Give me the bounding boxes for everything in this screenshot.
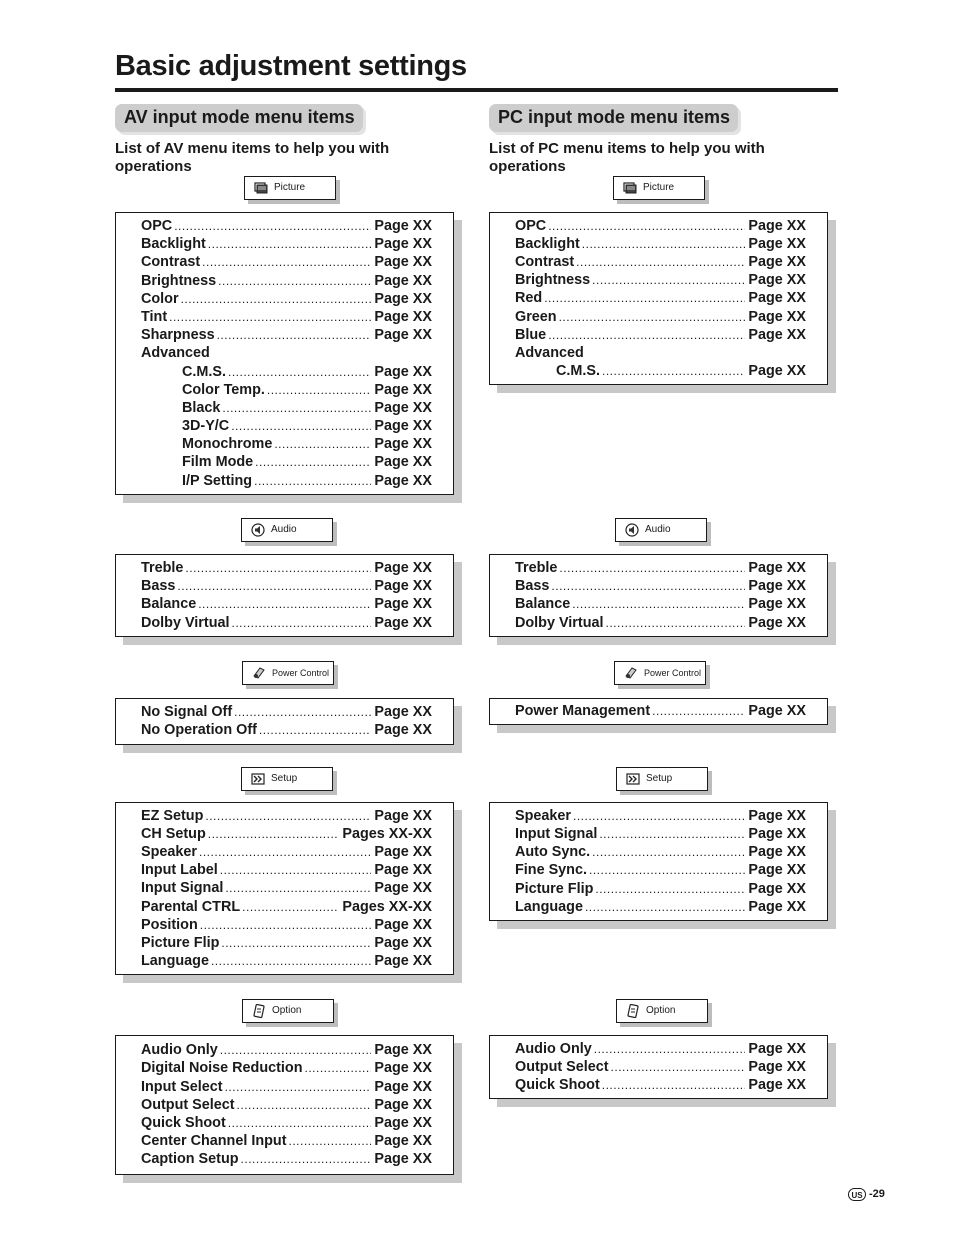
- menu-item-row: [490, 217, 827, 235]
- tab-label: Option: [272, 1005, 302, 1016]
- menu-item-row: [116, 399, 453, 417]
- menu-item-page-ref: Page XX: [748, 880, 806, 897]
- menu-item-page-ref: Page XX: [748, 326, 806, 343]
- menu-item-row: [490, 843, 827, 861]
- dot-leader: [289, 1132, 372, 1150]
- av-audio-list: [115, 554, 454, 637]
- av-section-subheading: List of AV menu items to help you with operations: [115, 140, 390, 175]
- dot-leader: [267, 381, 372, 399]
- menu-item-row: [490, 898, 827, 916]
- menu-item-row: [490, 614, 827, 632]
- menu-item-label: Green: [515, 308, 557, 325]
- pc-picture-list: [489, 212, 828, 385]
- menu-item-label: Blue: [515, 326, 547, 343]
- dot-leader: [585, 898, 745, 916]
- menu-item-label: OPC: [515, 217, 547, 234]
- menu-item-row: [116, 1078, 453, 1096]
- menu-item-row: [116, 381, 453, 399]
- menu-item-row: [116, 435, 453, 453]
- av-option-list: [115, 1035, 454, 1175]
- menu-item-page-ref: Page XX: [374, 381, 432, 398]
- menu-item-page-ref: Page XX: [374, 614, 432, 631]
- dot-leader: [208, 235, 372, 253]
- dot-leader: [221, 934, 371, 952]
- menu-item-label: Audio Only: [515, 1040, 592, 1057]
- menu-item-page-ref: Page XX: [748, 560, 806, 577]
- menu-item-page-ref: Page XX: [374, 363, 432, 380]
- pc-option-list: [489, 1035, 828, 1099]
- dot-leader: [242, 898, 339, 916]
- dot-leader: [582, 235, 746, 253]
- menu-item-row: [490, 861, 827, 879]
- menu-item-row: [116, 1059, 453, 1077]
- menu-item-row: [116, 807, 453, 825]
- menu-item-label: Quick Shoot: [141, 1115, 226, 1132]
- dot-leader: [220, 861, 372, 879]
- dot-leader: [548, 217, 745, 235]
- menu-item-row: [116, 879, 453, 897]
- menu-item-row: [490, 880, 827, 898]
- menu-item-label: EZ Setup: [141, 807, 204, 824]
- menu-item-row: [116, 934, 453, 952]
- menu-item-row: [116, 614, 453, 632]
- dot-leader: [559, 308, 746, 326]
- dot-leader: [606, 614, 746, 632]
- dot-leader: [274, 435, 371, 453]
- menu-item-page-ref: Page XX: [374, 916, 432, 933]
- menu-item-label: Black: [182, 399, 221, 416]
- menu-item-page-ref: Page XX: [374, 596, 432, 613]
- menu-item-row: [116, 843, 453, 861]
- menu-item-label: Picture Flip: [141, 934, 220, 951]
- menu-item-page-ref: Page XX: [748, 862, 806, 879]
- menu-item-page-ref: Page XX: [374, 560, 432, 577]
- menu-item-row: [116, 1041, 453, 1059]
- menu-item-page-ref: Page XX: [748, 1040, 806, 1057]
- menu-item-label: Red: [515, 290, 543, 307]
- dot-leader: [181, 290, 372, 308]
- menu-item-page-ref: Page XX: [748, 363, 806, 380]
- av-power-control-list: [115, 698, 454, 745]
- menu-item-page-ref: Page XX: [748, 578, 806, 595]
- dot-leader: [602, 1076, 746, 1094]
- dot-leader: [254, 472, 371, 490]
- menu-item-page-ref: Page XX: [748, 253, 806, 270]
- menu-item-label: Brightness: [141, 272, 217, 289]
- menu-item-row: [116, 595, 453, 613]
- dot-leader: [259, 721, 371, 739]
- menu-item-page-ref: Page XX: [374, 436, 432, 453]
- menu-item-label: Input Select: [141, 1078, 223, 1095]
- menu-item-page-ref: Page XX: [374, 308, 432, 325]
- dot-leader: [255, 453, 371, 471]
- menu-item-page-ref: Page XX: [748, 898, 806, 915]
- tab-label: Audio: [271, 524, 297, 535]
- dot-leader: [652, 702, 745, 720]
- menu-item-label: Center Channel Input: [141, 1133, 287, 1150]
- menu-item-row: [490, 1076, 827, 1094]
- menu-item-page-ref: Page XX: [748, 807, 806, 824]
- pc-audio-list: [489, 554, 828, 637]
- menu-item-label: Film Mode: [182, 454, 254, 471]
- pc-setup-list: [489, 802, 828, 921]
- tab-label: Setup: [646, 773, 673, 784]
- menu-item-page-ref: Page XX: [748, 844, 806, 861]
- menu-item-row: [116, 326, 453, 344]
- pc-tab-picture: [613, 176, 705, 200]
- menu-item-label: Balance: [141, 596, 197, 613]
- menu-item-page-ref: Page XX: [748, 614, 806, 631]
- menu-item-row: [116, 453, 453, 471]
- dot-leader: [234, 703, 371, 721]
- menu-item-row: [116, 363, 453, 381]
- dot-leader: [202, 253, 371, 271]
- menu-item-page-ref: Page XX: [374, 272, 432, 289]
- picture-icon: [254, 181, 268, 195]
- menu-item-page-ref: Page XX: [374, 953, 432, 970]
- menu-item-row: [490, 807, 827, 825]
- dot-leader: [589, 861, 745, 879]
- dot-leader: [594, 1040, 746, 1058]
- dot-leader: [169, 308, 371, 326]
- tab-label: Power Control: [272, 668, 330, 678]
- dot-leader: [595, 880, 745, 898]
- menu-item-label: Backlight: [141, 236, 206, 253]
- menu-item-row: [116, 825, 453, 843]
- menu-item-page-ref: Page XX: [374, 399, 432, 416]
- menu-item-label: Power Management: [515, 703, 651, 720]
- tab-label: Power Control: [644, 668, 702, 678]
- dot-leader: [548, 326, 745, 344]
- dot-leader: [225, 879, 371, 897]
- power-control-icon: [252, 666, 266, 680]
- menu-item-page-ref: Page XX: [748, 703, 806, 720]
- menu-item-row: [116, 577, 453, 595]
- dot-leader: [602, 362, 745, 380]
- menu-item-label: Sharpness: [141, 327, 215, 344]
- menu-item-label: Digital Noise Reduction: [141, 1060, 303, 1077]
- menu-item-row: [490, 1040, 827, 1058]
- menu-item-row: [116, 472, 453, 490]
- menu-item-label: Monochrome: [182, 436, 273, 453]
- menu-item-label: Dolby Virtual: [515, 614, 604, 631]
- menu-item-row: [490, 825, 827, 843]
- menu-item-page-ref: Page XX: [374, 472, 432, 489]
- menu-item-page-ref: Page XX: [374, 1078, 432, 1095]
- menu-item-label: OPC: [141, 218, 173, 234]
- menu-item-page-ref: Page XX: [374, 1133, 432, 1150]
- menu-item-label: Color Temp.: [182, 381, 265, 398]
- menu-item-page-ref: Page XX: [374, 807, 432, 824]
- menu-item-label: Contrast: [141, 254, 201, 271]
- dot-leader: [199, 843, 371, 861]
- menu-item-page-ref: Page XX: [374, 722, 432, 739]
- menu-item-label: Bass: [141, 578, 176, 595]
- menu-item-row: [116, 235, 453, 253]
- menu-item-page-ref: Page XX: [374, 880, 432, 897]
- page-number: -29: [869, 1188, 885, 1200]
- menu-item-row: [490, 344, 827, 362]
- menu-item-label: C.M.S.: [182, 363, 226, 380]
- menu-item-label: Language: [141, 953, 209, 970]
- dot-leader: [200, 916, 372, 934]
- menu-item-label: Backlight: [515, 235, 580, 252]
- menu-item-row: [116, 703, 453, 721]
- dot-leader: [217, 326, 372, 344]
- pc-tab-option: [616, 999, 708, 1023]
- menu-item-label: Quick Shoot: [515, 1077, 600, 1094]
- menu-item-label: Position: [141, 916, 198, 933]
- menu-item-page-ref: Page XX: [374, 254, 432, 271]
- power-control-icon: [624, 666, 638, 680]
- dot-leader: [228, 363, 371, 381]
- menu-item-label: Input Signal: [515, 826, 598, 843]
- pc-tab-audio: [615, 518, 707, 542]
- menu-item-label: Caption Setup: [141, 1151, 239, 1168]
- menu-item-row: [490, 253, 827, 271]
- menu-item-page-ref: Page XX: [748, 826, 806, 843]
- menu-item-page-ref: Page XX: [374, 418, 432, 435]
- av-picture-list: [115, 212, 454, 495]
- menu-item-row: [116, 417, 453, 435]
- tab-label: Setup: [271, 773, 298, 784]
- menu-item-label: Bass: [515, 578, 550, 595]
- menu-item-row: [116, 861, 453, 879]
- menu-item-page-ref: Page XX: [374, 236, 432, 253]
- menu-item-label: Color: [141, 290, 179, 307]
- menu-item-label: Auto Sync.: [515, 844, 591, 861]
- menu-item-page-ref: Page XX: [374, 290, 432, 307]
- menu-item-row: [116, 272, 453, 290]
- menu-item-page-ref: Page XX: [374, 704, 432, 721]
- menu-item-row: [490, 702, 827, 720]
- menu-item-page-ref: Page XX: [374, 1096, 432, 1113]
- menu-item-label: Input Signal: [141, 880, 224, 897]
- menu-item-row: [116, 217, 453, 235]
- menu-item-page-ref: Page XX: [748, 596, 806, 613]
- menu-item-row: [116, 559, 453, 577]
- menu-item-page-ref: Pages XX-XX: [342, 825, 432, 842]
- menu-item-page-ref: Page XX: [748, 217, 806, 234]
- tab-label: Audio: [645, 524, 671, 535]
- dot-leader: [220, 1041, 372, 1059]
- menu-item-label: Tint: [141, 308, 168, 325]
- audio-icon: [251, 523, 265, 537]
- av-column: [115, 104, 465, 176]
- menu-item-label: Brightness: [515, 272, 591, 289]
- menu-item-label: C.M.S.: [556, 363, 600, 380]
- menu-item-row: [490, 1058, 827, 1076]
- menu-item-page-ref: Page XX: [748, 290, 806, 307]
- dot-leader: [232, 614, 372, 632]
- menu-item-page-ref: Page XX: [374, 327, 432, 344]
- dot-leader: [237, 1096, 372, 1114]
- dot-leader: [573, 807, 745, 825]
- title-rule: [115, 88, 838, 92]
- pc-tab-power-control: [614, 661, 706, 685]
- av-tab-power-control: [242, 661, 334, 685]
- menu-item-row: [490, 326, 827, 344]
- menu-item-page-ref: Page XX: [748, 272, 806, 289]
- dot-leader: [218, 272, 371, 290]
- menu-item-label: Dolby Virtual: [141, 614, 230, 631]
- dot-leader: [208, 825, 340, 843]
- dot-leader: [599, 825, 745, 843]
- dot-leader: [231, 417, 371, 435]
- menu-item-label: Audio Only: [141, 1042, 218, 1059]
- menu-item-label: Balance: [515, 596, 571, 613]
- menu-item-page-ref: Page XX: [374, 1042, 432, 1059]
- tab-label: Picture: [274, 182, 306, 193]
- pc-tab-setup: [616, 767, 708, 791]
- menu-item-label: Output Select: [141, 1096, 235, 1113]
- menu-item-label: Advanced: [141, 345, 210, 362]
- pc-section-heading: PC input mode menu items: [489, 104, 738, 132]
- menu-item-page-ref: Page XX: [748, 1058, 806, 1075]
- pc-column: [489, 104, 839, 176]
- menu-item-row: [490, 289, 827, 307]
- dot-leader: [305, 1059, 372, 1077]
- menu-item-row: [490, 271, 827, 289]
- dot-leader: [205, 807, 371, 825]
- menu-item-row: [116, 344, 453, 362]
- menu-item-label: Contrast: [515, 253, 575, 270]
- menu-item-page-ref: Page XX: [374, 218, 432, 234]
- pc-section-subheading: List of PC menu items to help you with operations: [489, 140, 765, 175]
- menu-item-row: [116, 308, 453, 326]
- dot-leader: [228, 1114, 372, 1132]
- menu-item-page-ref: Page XX: [748, 1077, 806, 1094]
- dot-leader: [551, 577, 745, 595]
- setup-icon: [626, 772, 640, 786]
- menu-item-label: Input Label: [141, 862, 218, 879]
- menu-item-label: Speaker: [515, 807, 572, 824]
- dot-leader: [611, 1058, 746, 1076]
- menu-item-label: Output Select: [515, 1058, 609, 1075]
- menu-item-label: Speaker: [141, 843, 198, 860]
- dot-leader: [544, 289, 745, 307]
- menu-item-page-ref: Page XX: [748, 235, 806, 252]
- menu-item-label: No Operation Off: [141, 722, 257, 739]
- menu-item-page-ref: Pages XX-XX: [342, 898, 432, 915]
- menu-item-row: [490, 577, 827, 595]
- dot-leader: [559, 559, 745, 577]
- dot-leader: [222, 399, 371, 417]
- menu-item-row: [116, 952, 453, 970]
- menu-item-page-ref: Page XX: [374, 578, 432, 595]
- menu-item-page-ref: Page XX: [374, 862, 432, 879]
- menu-item-row: [490, 595, 827, 613]
- av-section-heading: AV input mode menu items: [115, 104, 363, 132]
- menu-item-label: Advanced: [515, 344, 584, 361]
- dot-leader: [185, 559, 371, 577]
- menu-item-row: [490, 559, 827, 577]
- menu-item-page-ref: Page XX: [748, 308, 806, 325]
- menu-item-label: Treble: [141, 560, 184, 577]
- menu-item-label: Fine Sync.: [515, 862, 587, 879]
- menu-item-label: No Signal Off: [141, 704, 233, 721]
- menu-item-page-ref: Page XX: [374, 454, 432, 471]
- menu-item-page-ref: Page XX: [374, 843, 432, 860]
- picture-icon: [623, 181, 637, 195]
- option-icon: [252, 1004, 266, 1018]
- region-badge: US: [848, 1188, 866, 1201]
- dot-leader: [225, 1078, 372, 1096]
- menu-item-row: [116, 898, 453, 916]
- tab-label: Option: [646, 1005, 676, 1016]
- dot-leader: [174, 217, 371, 235]
- page-title: Basic adjustment settings: [115, 50, 467, 82]
- menu-item-row: [116, 290, 453, 308]
- dot-leader: [241, 1150, 372, 1168]
- setup-icon: [251, 772, 265, 786]
- pc-power-control-list: [489, 698, 828, 725]
- menu-item-row: [116, 721, 453, 739]
- av-tab-setup: [241, 767, 333, 791]
- menu-item-row: [116, 1132, 453, 1150]
- av-tab-picture: [244, 176, 336, 200]
- menu-item-page-ref: Page XX: [374, 1115, 432, 1132]
- tab-label: Picture: [643, 182, 675, 193]
- menu-item-page-ref: Page XX: [374, 1151, 432, 1168]
- audio-icon: [625, 523, 639, 537]
- dot-leader: [592, 271, 745, 289]
- menu-item-row: [490, 308, 827, 326]
- menu-item-row: [116, 253, 453, 271]
- menu-item-row: [116, 1114, 453, 1132]
- menu-item-page-ref: Page XX: [374, 1060, 432, 1077]
- menu-item-label: 3D-Y/C: [182, 418, 230, 435]
- menu-item-row: [116, 1150, 453, 1168]
- av-tab-option: [242, 999, 334, 1023]
- menu-item-row: [490, 235, 827, 253]
- menu-item-label: CH Setup: [141, 825, 206, 842]
- menu-item-label: Treble: [515, 560, 558, 577]
- menu-item-page-ref: Page XX: [374, 934, 432, 951]
- dot-leader: [592, 843, 745, 861]
- menu-item-label: Parental CTRL: [141, 898, 241, 915]
- menu-item-row: [490, 362, 827, 380]
- menu-item-row: [116, 916, 453, 934]
- dot-leader: [177, 577, 371, 595]
- av-setup-list: [115, 802, 454, 975]
- menu-item-row: [116, 1096, 453, 1114]
- dot-leader: [198, 595, 371, 613]
- av-tab-audio: [241, 518, 333, 542]
- dot-leader: [572, 595, 745, 613]
- menu-item-label: Picture Flip: [515, 880, 594, 897]
- option-icon: [626, 1004, 640, 1018]
- dot-leader: [576, 253, 745, 271]
- menu-item-label: Language: [515, 898, 583, 915]
- menu-item-label: I/P Setting: [182, 472, 253, 489]
- dot-leader: [211, 952, 371, 970]
